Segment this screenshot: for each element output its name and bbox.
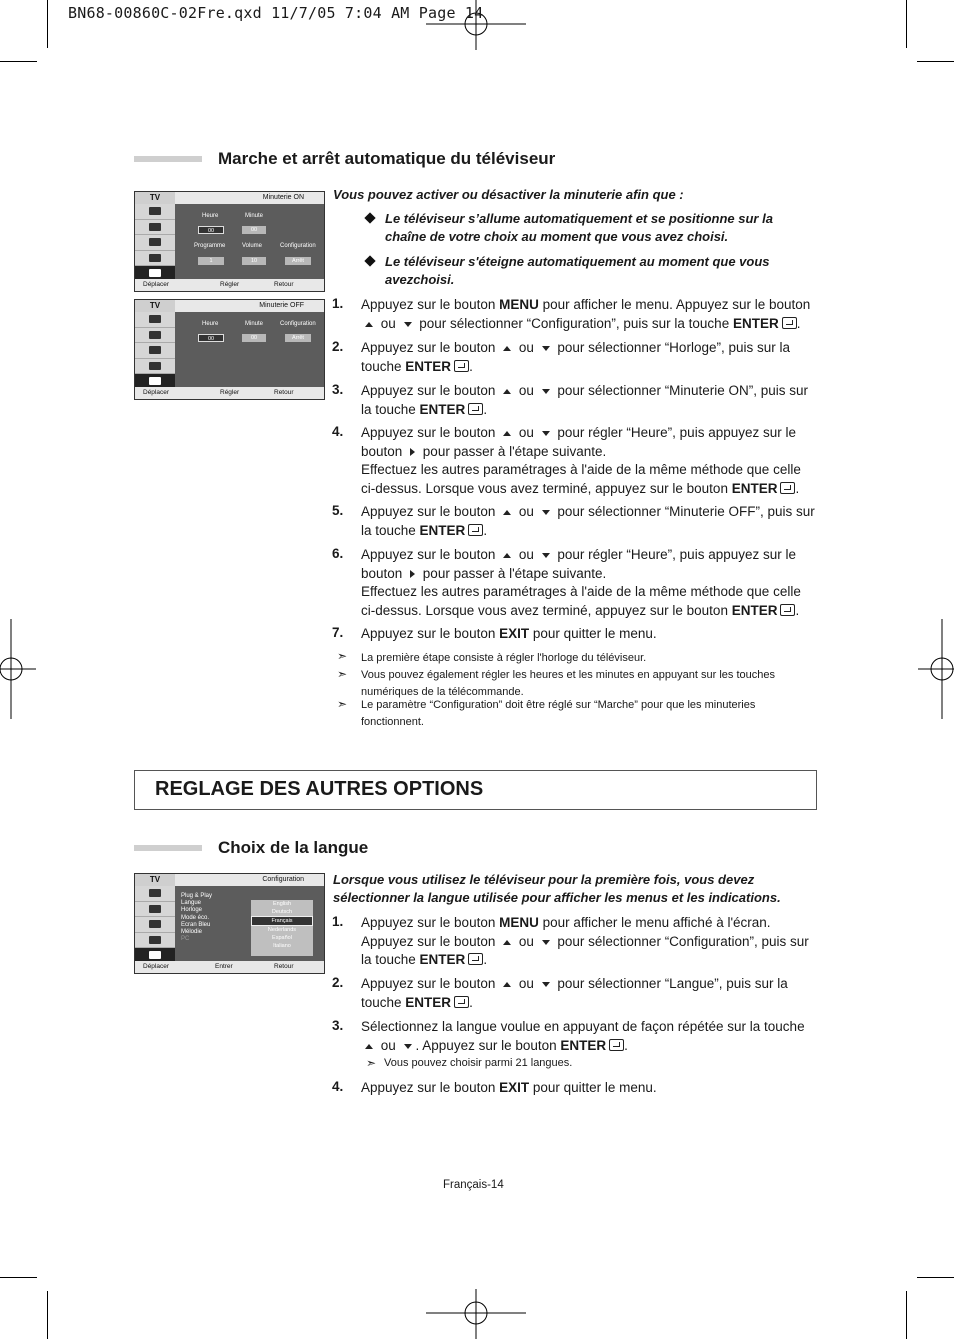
down-arrow-icon — [404, 322, 412, 327]
enter-icon — [454, 360, 469, 372]
picture-icon — [149, 889, 161, 897]
step-text: Sélectionnez la langue voulue en appuyant de façon répétée sur la touche ou . Appuyez sur le bouton ENTER . — [361, 1019, 805, 1053]
step-text: Appuyez sur le bouton MENU pour afficher le menu. Appuyez sur le bouton ou pour sélectionner “Configuration”, puis sur la touche ENTER . — [361, 297, 811, 331]
sound-icon — [149, 346, 161, 354]
picture-icon — [149, 315, 161, 323]
step-text: Appuyez sur le bouton EXIT pour quitter le menu. — [361, 626, 657, 641]
menu-tv-label — [135, 300, 175, 312]
step-text: Appuyez sur le bouton EXIT pour quitter le menu. — [361, 1080, 657, 1095]
menu-footer — [135, 961, 324, 973]
step-text: Appuyez sur le bouton ou pour sélectionner “Horloge”, puis sur la touche ENTER . — [361, 340, 790, 374]
up-arrow-icon — [503, 431, 511, 436]
step-number: 3. — [332, 1018, 344, 1033]
menu-tv-label — [135, 192, 175, 204]
footer-move: Déplacer — [143, 389, 170, 396]
menu-tv-label — [135, 874, 175, 886]
enter-icon — [780, 604, 795, 616]
up-arrow-icon — [503, 982, 511, 987]
setup-icon — [149, 936, 161, 944]
menu-sidebar — [135, 204, 175, 282]
registration-mark-icon — [426, 1289, 526, 1339]
down-arrow-icon — [542, 389, 550, 394]
step-text: Appuyez sur le bouton ou pour régler “Heure”, puis appuyez sur le bouton pour passer à l'étape suivante. Effectuez les autres paramétrages à l'aide de la même méthode que celle ci-dessus. Lorsque vous avez terminé, appuyez sur le bouton ENTER . — [361, 425, 801, 496]
section-title: Choix de la langue — [218, 838, 369, 857]
registration-mark-icon — [918, 619, 954, 719]
note-text: Vous pouvez choisir parmi 21 langues. — [384, 1057, 573, 1069]
section2-intro: Lorsque vous utilisez le téléviseur pour la première fois, vous devez sélectionner la langue utilisée pour afficher les menus et les indications. — [333, 872, 781, 906]
menu-title: Minuterie ON — [262, 194, 304, 201]
crop-mark — [47, 1291, 48, 1339]
step-number: 2. — [332, 975, 344, 990]
step-text: Appuyez sur le bouton ou pour régler “Heure”, puis appuyez sur le bouton pour passer à l'étape suivante. Effectuez les autres paramétrages à l'aide de la même méthode que celle ci-dessus. Lorsque vous avez terminé, appuyez sur le bouton ENTER . — [361, 547, 801, 618]
right-arrow-icon — [410, 448, 415, 456]
menu-footer — [135, 387, 324, 399]
enter-icon — [780, 482, 795, 494]
setup-icon — [149, 254, 161, 262]
note-icon: ➣ — [337, 697, 348, 711]
field-label: Minute — [245, 321, 264, 327]
minute-field: 00 — [242, 226, 266, 234]
bullet-diamond-icon — [364, 212, 375, 223]
channel-icon — [149, 223, 161, 231]
footer-return: Retour — [274, 389, 294, 396]
field-label: Volume — [242, 243, 263, 249]
section-title: Marche et arrêt automatique du téléviseur — [218, 149, 556, 168]
down-arrow-icon — [542, 982, 550, 987]
function-icon — [149, 269, 161, 277]
field-label: Configuration — [280, 243, 316, 249]
tv-menu-minuterie-on — [134, 191, 325, 292]
note-icon: ➣ — [337, 667, 348, 681]
footer-adjust: Régler — [220, 281, 240, 288]
up-arrow-icon — [503, 553, 511, 558]
channel-icon — [149, 905, 161, 913]
note-icon: ➣ — [337, 649, 348, 663]
down-arrow-icon — [542, 940, 550, 945]
crop-mark — [917, 61, 954, 62]
field-label: Heure — [202, 321, 219, 327]
up-arrow-icon — [503, 389, 511, 394]
function-icon — [149, 951, 161, 959]
config-field: Arrêt — [285, 334, 311, 342]
chapter-title: REGLAGE DES AUTRES OPTIONS — [155, 778, 484, 800]
hour-field: 00 — [198, 334, 224, 342]
down-arrow-icon — [542, 553, 550, 558]
down-arrow-icon — [542, 431, 550, 436]
right-arrow-icon — [410, 570, 415, 578]
enter-icon — [782, 317, 797, 329]
sound-icon — [149, 920, 161, 928]
crop-mark — [906, 0, 907, 48]
step-text: Appuyez sur le bouton ou pour sélectionner “Minuterie OFF”, puis sur la touche ENTER . — [361, 504, 815, 538]
step-text: Appuyez sur le bouton ou pour sélectionner “Minuterie ON”, puis sur la touche ENTER . — [361, 383, 808, 417]
enter-icon — [609, 1039, 624, 1051]
sound-icon — [149, 238, 161, 246]
volume-field: 10 — [242, 257, 266, 265]
section-bar — [134, 156, 202, 162]
step-number: 4. — [332, 1079, 344, 1094]
step-text: Appuyez sur le bouton MENU pour afficher le menu affiché à l'écran. Appuyez sur le bouton ou pour sélectionner “Configuration”, puis sur la touche ENTER . — [361, 915, 809, 968]
footer-move: Déplacer — [143, 963, 170, 970]
config-list: Plug & Play Langue Horloge Mode éco. Ecran Bleu Mélodie PC — [181, 893, 213, 943]
setup-icon — [149, 362, 161, 370]
step-number: 5. — [332, 503, 344, 518]
step-number: 6. — [332, 546, 344, 561]
footer-adjust: Régler — [220, 389, 240, 396]
crop-mark — [47, 0, 48, 48]
up-arrow-icon — [503, 346, 511, 351]
footer-return: Retour — [274, 963, 294, 970]
step-number: 3. — [332, 382, 344, 397]
up-arrow-icon — [503, 940, 511, 945]
bullet-text: Le téléviseur s’allume automatiquement et se positionne sur la chaîne de votre choix au moment que vous avez choisi. — [385, 211, 773, 245]
step-number: 7. — [332, 625, 344, 640]
page-number: Français-14 — [443, 1179, 504, 1191]
crop-mark — [0, 61, 37, 62]
field-label: Configuration — [280, 321, 316, 327]
crop-mark — [0, 1277, 37, 1278]
menu-footer — [135, 279, 324, 291]
function-icon — [149, 377, 161, 385]
menu-sidebar — [135, 312, 175, 390]
step-number: 2. — [332, 339, 344, 354]
field-label: Minute — [245, 213, 264, 219]
enter-icon — [468, 953, 483, 965]
tv-menu-configuration — [134, 873, 325, 974]
menu-sidebar — [135, 886, 175, 964]
field-label: Heure — [202, 213, 219, 219]
bullet-diamond-icon — [364, 255, 375, 266]
footer-move: Déplacer — [143, 281, 170, 288]
up-arrow-icon — [503, 510, 511, 515]
bullet-text: Le téléviseur s'éteigne automatiquement au moment que vous avezchoisi. — [385, 254, 770, 288]
field-label: Programme — [194, 243, 226, 249]
menu-title: Minuterie OFF — [259, 302, 304, 309]
language-list: English Deutsch Français Nederlands Español Italiano — [251, 900, 313, 956]
step-text: Appuyez sur le bouton ou pour sélectionner “Langue”, puis sur la touche ENTER . — [361, 976, 788, 1010]
print-slug: BN68-00860C-02Fre.qxd 11/7/05 7:04 AM Page 14 — [68, 4, 484, 22]
section1-intro: Vous pouvez activer ou désactiver la minuterie afin que : — [333, 187, 684, 202]
tv-menu-minuterie-off — [134, 299, 325, 400]
crop-mark — [917, 1277, 954, 1278]
note-icon: ➣ — [366, 1056, 377, 1070]
picture-icon — [149, 207, 161, 215]
footer-enter: Entrer — [215, 963, 233, 970]
enter-icon — [454, 996, 469, 1008]
minute-field: 00 — [242, 334, 266, 342]
up-arrow-icon — [365, 322, 373, 327]
menu-title: Configuration — [262, 876, 304, 883]
step-number: 1. — [332, 914, 344, 929]
step-number: 4. — [332, 424, 344, 439]
down-arrow-icon — [542, 510, 550, 515]
enter-icon — [468, 524, 483, 536]
note-text: La première étape consiste à régler l'horloge du téléviseur. — [361, 652, 647, 664]
down-arrow-icon — [542, 346, 550, 351]
note-text: Vous pouvez également régler les heures et les minutes en appuyant sur les touches numériques de la télécommande. — [361, 669, 775, 698]
up-arrow-icon — [365, 1044, 373, 1049]
hour-field: 00 — [198, 226, 224, 234]
section-bar — [134, 845, 202, 851]
registration-mark-icon — [0, 619, 36, 719]
config-field: Arrêt — [285, 257, 311, 265]
crop-mark — [906, 1291, 907, 1339]
channel-icon — [149, 331, 161, 339]
enter-icon — [468, 403, 483, 415]
down-arrow-icon — [404, 1044, 412, 1049]
step-number: 1. — [332, 296, 344, 311]
footer-return: Retour — [274, 281, 294, 288]
note-text: Le paramètre “Configuration” doit être réglé sur “Marche” pour que les minuteries fonctionnent. — [361, 699, 756, 728]
program-field: 1 — [198, 257, 224, 265]
chapter-banner — [134, 770, 817, 810]
